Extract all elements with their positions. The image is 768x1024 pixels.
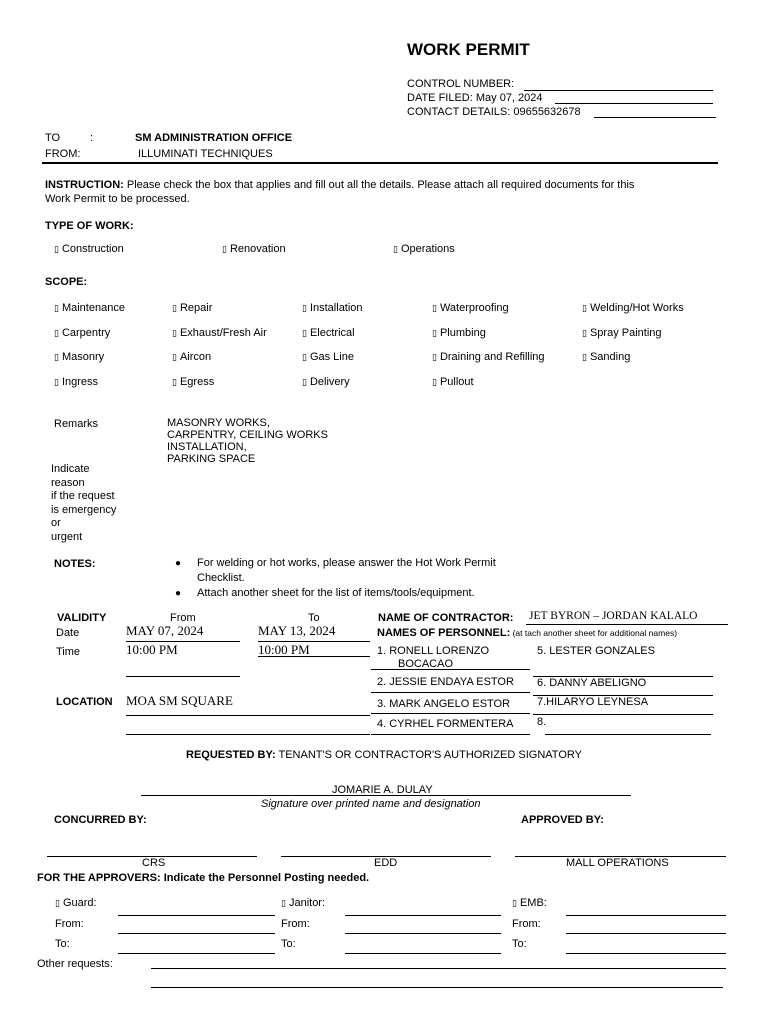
validity-to-label: To: [308, 612, 320, 624]
personnel-1-line-1: 1. RONELL LORENZO: [377, 645, 490, 657]
scope-egress[interactable]: [172, 376, 214, 388]
personnel-4-field[interactable]: [371, 734, 530, 735]
guard-to-field[interactable]: [118, 953, 275, 954]
location-field-line-2: [126, 734, 370, 735]
instruction-label: INSTRUCTION:: [45, 179, 124, 191]
checkbox-icon[interactable]: ▯: [54, 304, 59, 314]
checkbox-icon[interactable]: ▯: [302, 304, 307, 314]
type-renovation[interactable]: [222, 243, 286, 255]
time-from-field: [126, 676, 240, 677]
from-label: FROM:: [45, 148, 81, 160]
personnel-3: 3. MARK ANGELO ESTOR: [377, 698, 511, 710]
instruction-text-2: Work Permit to be processed.: [45, 193, 190, 205]
note-1-line-1: For welding or hot works, please answer the Hot Work Permit: [197, 557, 496, 569]
option-label: Repair: [179, 302, 213, 314]
contact-details-label: CONTACT DETAILS: 09655632678: [407, 106, 581, 118]
instruction-line-1: [45, 179, 634, 191]
option-label: Welding/Hot Works: [589, 302, 684, 314]
contractor-value[interactable]: JET BYRON – JORDAN KALALO: [529, 610, 698, 622]
location-label: LOCATION: [56, 696, 113, 708]
option-label: Pullout: [439, 376, 474, 388]
scope-plumbing[interactable]: [432, 327, 486, 339]
checkbox-icon[interactable]: ▯: [432, 304, 437, 314]
time-from-value[interactable]: 10:00 PM: [126, 642, 178, 657]
scope-gas-line[interactable]: [302, 351, 354, 363]
indicate-line: reason: [51, 476, 85, 489]
checkbox-icon[interactable]: ▯: [432, 378, 437, 388]
to-value: SM ADMINISTRATION OFFICE: [135, 132, 293, 144]
option-label: Spray Painting: [589, 327, 662, 339]
option-label: Exhaust/Fresh Air: [179, 327, 267, 339]
checkbox-icon[interactable]: ▯: [512, 899, 517, 909]
notes-label: NOTES:: [54, 558, 96, 570]
other-requests-label: Other requests:: [37, 958, 113, 970]
note-2: Attach another sheet for the list of items/tools/equipment.: [197, 587, 475, 599]
personnel-5: 5. LESTER GONZALES: [537, 645, 655, 657]
checkbox-icon[interactable]: ▯: [222, 245, 227, 255]
scope-masonry[interactable]: [54, 351, 104, 363]
janitor-from-field[interactable]: [345, 933, 501, 934]
date-from-value[interactable]: MAY 07, 2024: [126, 623, 204, 638]
option-label: Construction: [61, 243, 124, 255]
mall-operations-label: MALL OPERATIONS: [566, 857, 669, 869]
emb-option[interactable]: [512, 897, 547, 909]
option-label: Draining and Refilling: [439, 351, 545, 363]
note-1-line-2: Checklist.: [197, 572, 245, 584]
contractor-label: NAME OF CONTRACTOR:: [378, 612, 514, 624]
personnel-4: 4. CYRHEL FORMENTERA: [377, 718, 514, 730]
checkbox-icon[interactable]: ▯: [432, 353, 437, 363]
date-label: Date: [56, 627, 80, 639]
time-to-field: [258, 656, 370, 657]
requested-by-line: [186, 749, 582, 761]
personnel-label: NAMES OF PERSONNEL:: [377, 627, 511, 639]
scope-exhaust-fresh-air[interactable]: [172, 327, 267, 339]
scope-welding-hot-works[interactable]: [582, 302, 684, 314]
option-label: Plumbing: [439, 327, 486, 339]
header-divider: [42, 162, 718, 164]
indicate-line: or: [51, 517, 61, 529]
checkbox-icon[interactable]: ▯: [302, 353, 307, 363]
emb-from-label: From:: [512, 918, 541, 930]
checkbox-icon[interactable]: ▯: [393, 245, 398, 255]
option-label: Waterproofing: [439, 302, 509, 314]
option-label: Operations: [400, 243, 455, 255]
janitor-field[interactable]: [345, 915, 501, 916]
scope-installation[interactable]: [302, 302, 363, 314]
indicate-reason-label: [51, 463, 116, 544]
date-filed-field[interactable]: [555, 103, 713, 104]
guard-from-field[interactable]: [118, 933, 275, 934]
option-label: Guard:: [62, 897, 97, 909]
checkbox-icon[interactable]: ▯: [54, 378, 59, 388]
option-label: Maintenance: [61, 302, 125, 314]
location-value[interactable]: MOA SM SQUARE: [126, 693, 233, 708]
scope-repair[interactable]: [172, 302, 212, 314]
checkbox-icon[interactable]: ▯: [302, 378, 307, 388]
type-of-work-label: TYPE OF WORK:: [45, 220, 134, 232]
other-requests-field-line-2[interactable]: [151, 987, 723, 988]
personnel-header: [377, 627, 677, 639]
remarks-line: INSTALLATION,: [167, 441, 247, 453]
remarks-line: PARKING SPACE: [167, 453, 256, 465]
concurred-by-label: CONCURRED BY:: [54, 814, 147, 826]
option-label: Installation: [309, 302, 363, 314]
personnel-note: (at tach another sheet for additional names): [510, 628, 678, 638]
requested-by-text: TENANT'S OR CONTRACTOR'S AUTHORIZED SIGNATORY: [275, 749, 582, 761]
checkbox-icon[interactable]: ▯: [432, 329, 437, 339]
scope-delivery[interactable]: [302, 376, 350, 388]
janitor-to-label: To:: [281, 938, 296, 950]
janitor-from-label: From:: [281, 918, 310, 930]
type-construction[interactable]: [54, 243, 124, 255]
scope-label: SCOPE:: [45, 276, 88, 288]
guard-field[interactable]: [118, 915, 275, 916]
janitor-option[interactable]: [281, 897, 325, 909]
scope-ingress[interactable]: [54, 376, 98, 388]
checkbox-icon[interactable]: ▯: [302, 329, 307, 339]
emb-to-label: To:: [512, 938, 527, 950]
option-label: Sanding: [589, 351, 631, 363]
validity-from-label: From: [170, 612, 196, 624]
option-label: Masonry: [61, 351, 105, 363]
scope-aircon[interactable]: [172, 351, 211, 363]
validity-label: VALIDITY: [57, 612, 107, 624]
remarks-line: MASONRY WORKS,: [167, 417, 270, 429]
checkbox-icon[interactable]: ▯: [172, 378, 177, 388]
emb-from-field[interactable]: [566, 933, 726, 934]
scope-maintenance[interactable]: [54, 302, 125, 314]
control-number-field[interactable]: [524, 90, 713, 91]
bullet-icon: ●: [175, 558, 182, 569]
remarks-line: CARPENTRY, CEILING WORKS: [167, 429, 328, 441]
page-title: WORK PERMIT: [407, 40, 530, 59]
location-field: [126, 715, 370, 716]
personnel-8: 8.: [537, 716, 547, 728]
contractor-field: [526, 624, 728, 625]
checkbox-icon[interactable]: ▯: [582, 353, 587, 363]
checkbox-icon[interactable]: ▯: [582, 329, 587, 339]
requester-name[interactable]: JOMARIE A. DULAY: [332, 784, 433, 796]
option-label: Delivery: [309, 376, 350, 388]
time-to-value[interactable]: 10:00 PM: [258, 642, 310, 657]
personnel-3-field[interactable]: [371, 713, 530, 714]
option-label: Carpentry: [61, 327, 111, 339]
to-label: TO: [45, 132, 61, 144]
indicate-line: is emergency: [51, 503, 117, 516]
other-requests-field[interactable]: [151, 968, 726, 969]
option-label: Electrical: [309, 327, 355, 339]
checkbox-icon[interactable]: ▯: [172, 353, 177, 363]
scope-waterproofing[interactable]: [432, 302, 509, 314]
checkbox-icon[interactable]: ▯: [582, 304, 587, 314]
instruction-text-1: Please check the box that applies and fill out all the details. Please attach all required documents for this: [123, 179, 635, 191]
edd-label: EDD: [374, 857, 398, 869]
crs-label: CRS: [142, 857, 166, 869]
personnel-1-field[interactable]: [371, 669, 530, 670]
approved-by-label: APPROVED BY:: [521, 814, 604, 826]
time-label: Time: [56, 646, 81, 658]
personnel-6: 6. DANNY ABELIGNO: [537, 677, 647, 689]
checkbox-icon[interactable]: ▯: [172, 304, 177, 314]
option-label: Ingress: [61, 376, 99, 388]
personnel-7-field[interactable]: [533, 714, 713, 715]
personnel-7: 7.HILARYO LEYNESA: [537, 696, 649, 708]
checkbox-icon[interactable]: ▯: [54, 329, 59, 339]
guard-option[interactable]: [55, 897, 97, 909]
contact-details-field[interactable]: [594, 117, 716, 118]
personnel-1-line-2: BOCACAO: [398, 658, 454, 670]
control-number-label: CONTROL NUMBER:: [407, 78, 515, 90]
emb-to-field[interactable]: [566, 953, 726, 954]
emb-field[interactable]: [566, 915, 726, 916]
option-label: EMB:: [519, 897, 547, 909]
option-label: Janitor:: [288, 897, 326, 909]
date-filed-label: DATE FILED: May 07, 2024: [407, 92, 543, 104]
remarks-value[interactable]: [167, 417, 328, 465]
from-value: ILLUMINATI TECHNIQUES: [138, 148, 273, 160]
checkbox-icon[interactable]: ▯: [54, 353, 59, 363]
approvers-instruction: FOR THE APPROVERS: Indicate the Personnel Posting needed.: [37, 872, 370, 884]
checkbox-icon[interactable]: ▯: [172, 329, 177, 339]
checkbox-icon[interactable]: ▯: [54, 245, 59, 255]
scope-sanding[interactable]: [582, 351, 630, 363]
indicate-line: if the request: [51, 490, 115, 502]
type-operations[interactable]: [393, 243, 455, 255]
personnel-8-field[interactable]: [545, 734, 711, 735]
scope-draining-refilling[interactable]: [432, 351, 545, 363]
signature-caption: Signature over printed name and designation: [261, 798, 481, 810]
personnel-2-field[interactable]: [371, 692, 530, 693]
checkbox-icon[interactable]: ▯: [281, 899, 286, 909]
checkbox-icon[interactable]: ▯: [55, 899, 60, 909]
scope-carpentry[interactable]: [54, 327, 110, 339]
requester-signature-line: [141, 795, 631, 796]
scope-electrical[interactable]: [302, 327, 355, 339]
remarks-label: Remarks: [54, 418, 99, 430]
option-label: Renovation: [229, 243, 286, 255]
to-colon: :: [90, 132, 94, 144]
guard-to-label: To:: [55, 938, 70, 950]
date-to-value[interactable]: MAY 13, 2024: [258, 623, 336, 638]
requested-by-label: REQUESTED BY:: [186, 749, 276, 761]
bullet-icon: ●: [175, 588, 182, 599]
indicate-line: Indicate: [51, 463, 90, 475]
personnel-2: 2. JESSIE ENDAYA ESTOR: [377, 676, 514, 688]
option-label: Egress: [179, 376, 215, 388]
janitor-to-field[interactable]: [345, 953, 501, 954]
scope-spray-painting[interactable]: [582, 327, 662, 339]
option-label: Gas Line: [309, 351, 354, 363]
option-label: Aircon: [179, 351, 212, 363]
indicate-line: urgent: [51, 530, 83, 543]
guard-from-label: From:: [55, 918, 84, 930]
scope-pullout[interactable]: [432, 376, 474, 388]
